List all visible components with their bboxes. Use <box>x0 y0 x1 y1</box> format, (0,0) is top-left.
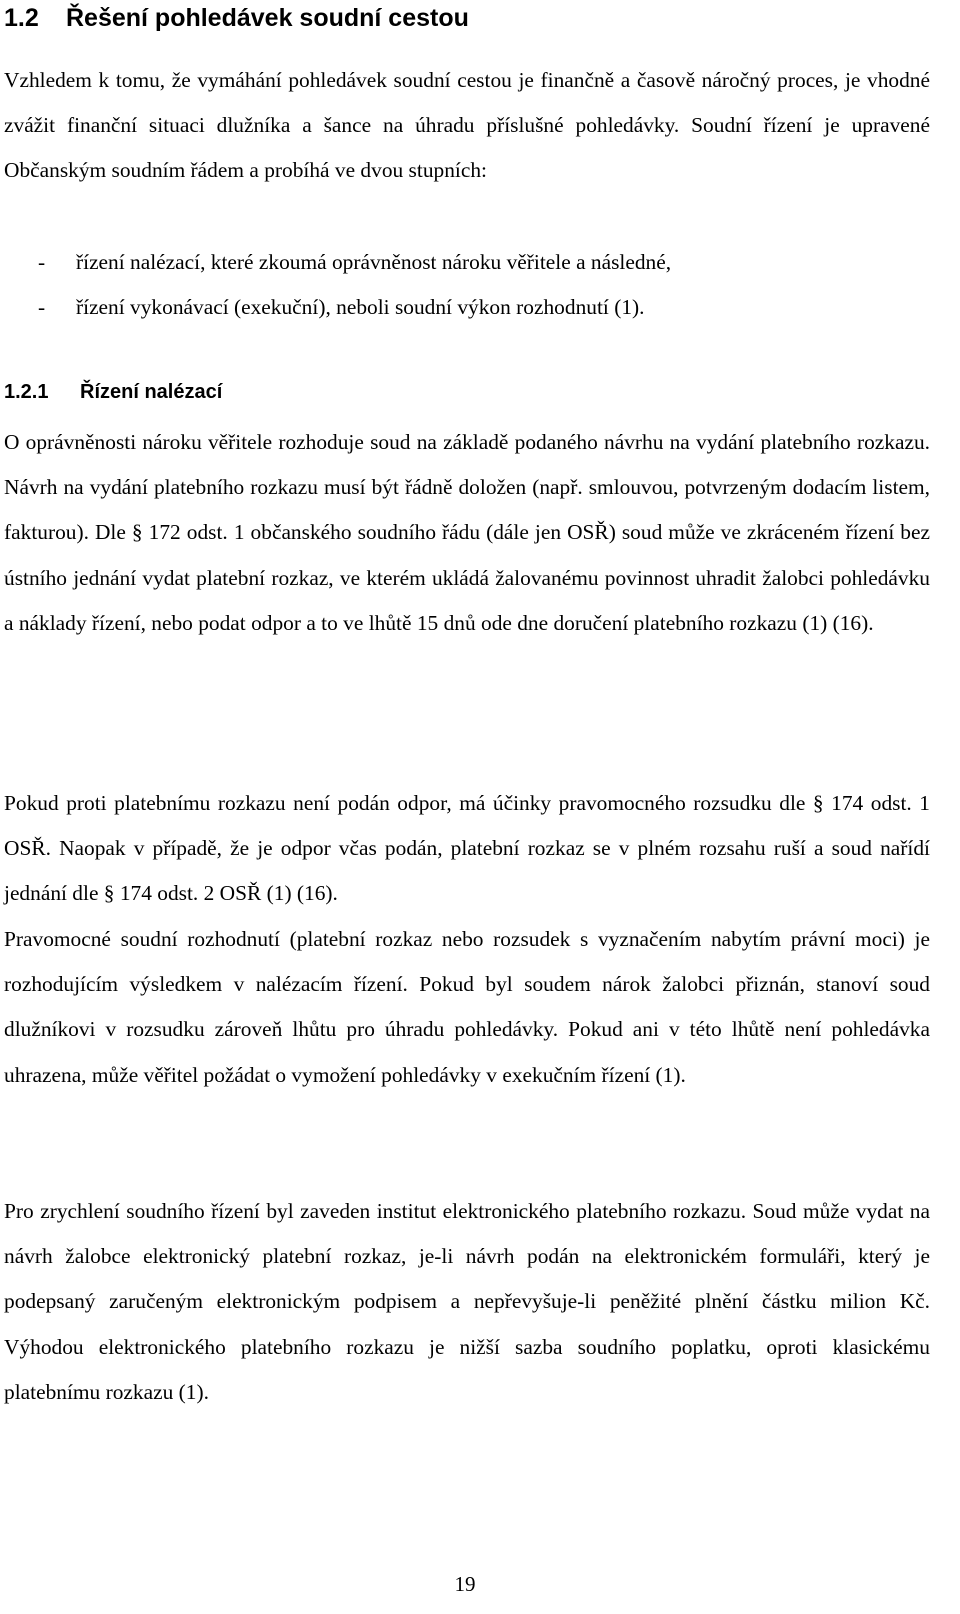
section-title: Řešení pohledávek soudní cestou <box>66 4 469 32</box>
list-item <box>4 240 930 285</box>
paragraph-electronic-order: Pro zrychlení soudního řízení byl zaveden institut elektronického platebního rozkazu. Soud může vydat na návrh žalobce elektronický platební rozkaz, je-li návrh podán na elektronickém formuláři, který je podepsaný zaručeným elektronickým podpisem a nepřevyšuje-li peněžité plnění částku milion Kč. Výhodou elektronického platebního rozkazu je nižší sazba soudního poplatku, oproti klasickému platebnímu rozkazu (1). <box>4 1199 930 1404</box>
list-dash: - <box>38 250 46 274</box>
list-item-text: řízení vykonávací (exekuční), neboli soudní výkon rozhodnutí (1). <box>76 295 645 320</box>
list-item-text: řízení nalézací, které zkoumá oprávněnost nároku věřitele a následné, <box>76 250 672 274</box>
list-dash: - <box>38 295 46 320</box>
paragraph-payment-order: O oprávněnosti nároku věřitele rozhoduje soud na základě podaného návrhu na vydání platebního rozkazu. Návrh na vydání platebního rozkazu musí být řádně doložen (např. smlouvou, potvrzeným dodacím listem, fakturou). Dle § 172 odst. 1 občanského soudního řádu (dále jen OSŘ) soud může ve zkráceném řízení bez ústního jednání vydat platební rozkaz, ve kterém ukládá žalovanému povinnost uhradit žalobci pohledávku a náklady řízení, nebo podat odpor a to ve lhůtě 15 dnů ode dne doručení platebního rozkazu (1) (16). <box>4 430 930 635</box>
section-heading <box>4 2 469 34</box>
intro-paragraph: Vzhledem k tomu, že vymáhání pohledávek soudní cestou je finančně a časově náročný proces, je vhodné zvážit finanční situaci dlužníka a šance na úhradu příslušné pohledávky. Soudní řízení je upravené Občanským soudním řádem a probíhá ve dvou stupních: <box>4 68 930 183</box>
section-number: 1.2 <box>4 4 39 32</box>
paragraph-objection: Pokud proti platebnímu rozkazu není podán odpor, má účinky pravomocného rozsudku dle § 174 odst. 1 OSŘ. Naopak v případě, že je odpor včas podán, platební rozkaz se v plném rozsahu ruší a soud nařídí jednání dle § 174 odst. 2 OSŘ (1) (16). <box>4 791 930 906</box>
subsection-number: 1.2.1 <box>4 381 49 403</box>
subsection-heading <box>4 377 222 407</box>
list-item <box>4 285 930 330</box>
page-number: 19 <box>454 1572 476 1596</box>
stages-list <box>4 240 930 330</box>
subsection-title: Řízení nalézací <box>80 381 223 403</box>
paragraph-final-decision: Pravomocné soudní rozhodnutí (platební rozkaz nebo rozsudek s vyznačením nabytím právní moci) je rozhodujícím výsledkem v nalézacím řízení. Pokud byl soudem nárok žalobci přiznán, stanoví soud dlužníkovi v rozsudku zároveň lhůtu pro úhradu pohledávky. Pokud ani v této lhůtě není pohledávka uhrazena, může věřitel požádat o vymožení pohledávky v exekučním řízení (1). <box>4 927 930 1087</box>
